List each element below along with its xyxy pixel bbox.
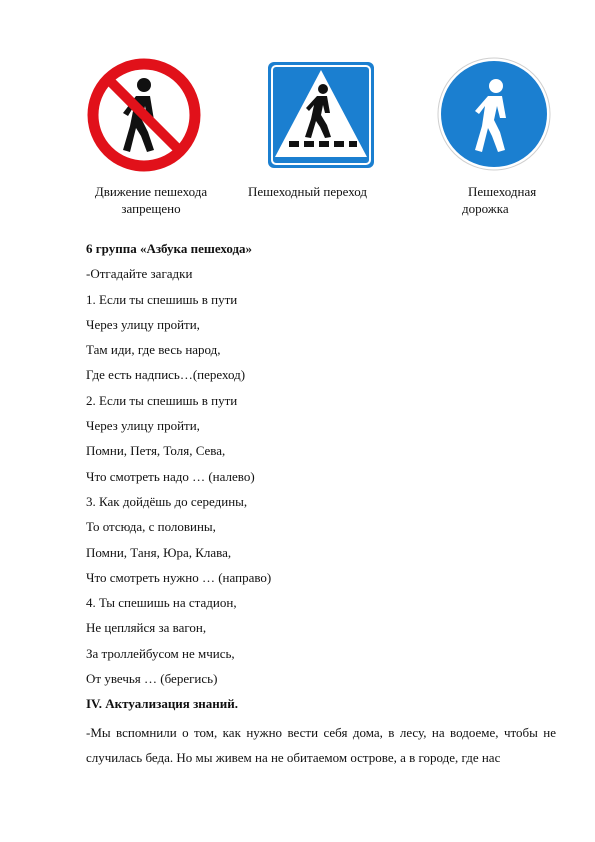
closing-paragraph: -Мы вспомнили о том, как нужно вести себя дома, в лесу, на водоеме, чтобы не случилась беда. Но мы живем на не обитаемом острове, а в городе, где нас (86, 725, 556, 765)
text-line: 4. Ты спешишь на стадион, (86, 595, 237, 611)
caption-pedestrian-crossing (248, 183, 398, 200)
caption-line: дорожка (462, 201, 509, 216)
caption-line: Пешеходная (468, 184, 537, 199)
text-line: Что смотреть нужно … (направо) (86, 569, 272, 585)
text-line: От увечья … (берегись) (86, 671, 218, 687)
text-line: Помни, Таня, Юра, Клава, (86, 544, 232, 560)
pedestrian-prohibited-sign (86, 58, 202, 172)
text-line: 3. Как дойдёшь до середины, (86, 493, 248, 509)
text-line: Помни, Петя, Толя, Сева, (86, 443, 226, 459)
caption-line: Пешеходный переход (248, 184, 367, 199)
pedestrian-crossing-sign (267, 61, 375, 169)
pedestrian-path-sign (436, 56, 552, 172)
caption-pedestrian-path (462, 183, 562, 217)
text-line: Там иди, где весь народ, (86, 342, 221, 358)
text-line: То отсюда, с половины, (86, 519, 216, 535)
caption-line: Движение пешехода (94, 184, 208, 199)
caption-line: запрещено (121, 201, 181, 216)
text-line: 2. Если ты спешишь в пути (86, 392, 238, 408)
section-title: 6 группа «Азбука пешехода» (86, 241, 253, 256)
text-line: За троллейбусом не мчись, (86, 645, 235, 661)
text-line: Что смотреть надо … (налево) (86, 468, 255, 484)
riddles-section (86, 236, 556, 717)
heading-iv: IV. Актуализация знаний. (86, 696, 239, 712)
text-line: Не цепляйся за вагон, (86, 620, 207, 636)
text-line: Через улицу пройти, (86, 316, 200, 332)
text-line: -Отгадайте загадки (86, 266, 193, 282)
text-line: Через улицу пройти, (86, 418, 200, 434)
text-line: 1. Если ты спешишь в пути (86, 291, 238, 307)
text-line: Где есть надпись…(переход) (86, 367, 246, 383)
caption-pedestrian-prohibited (86, 183, 216, 217)
